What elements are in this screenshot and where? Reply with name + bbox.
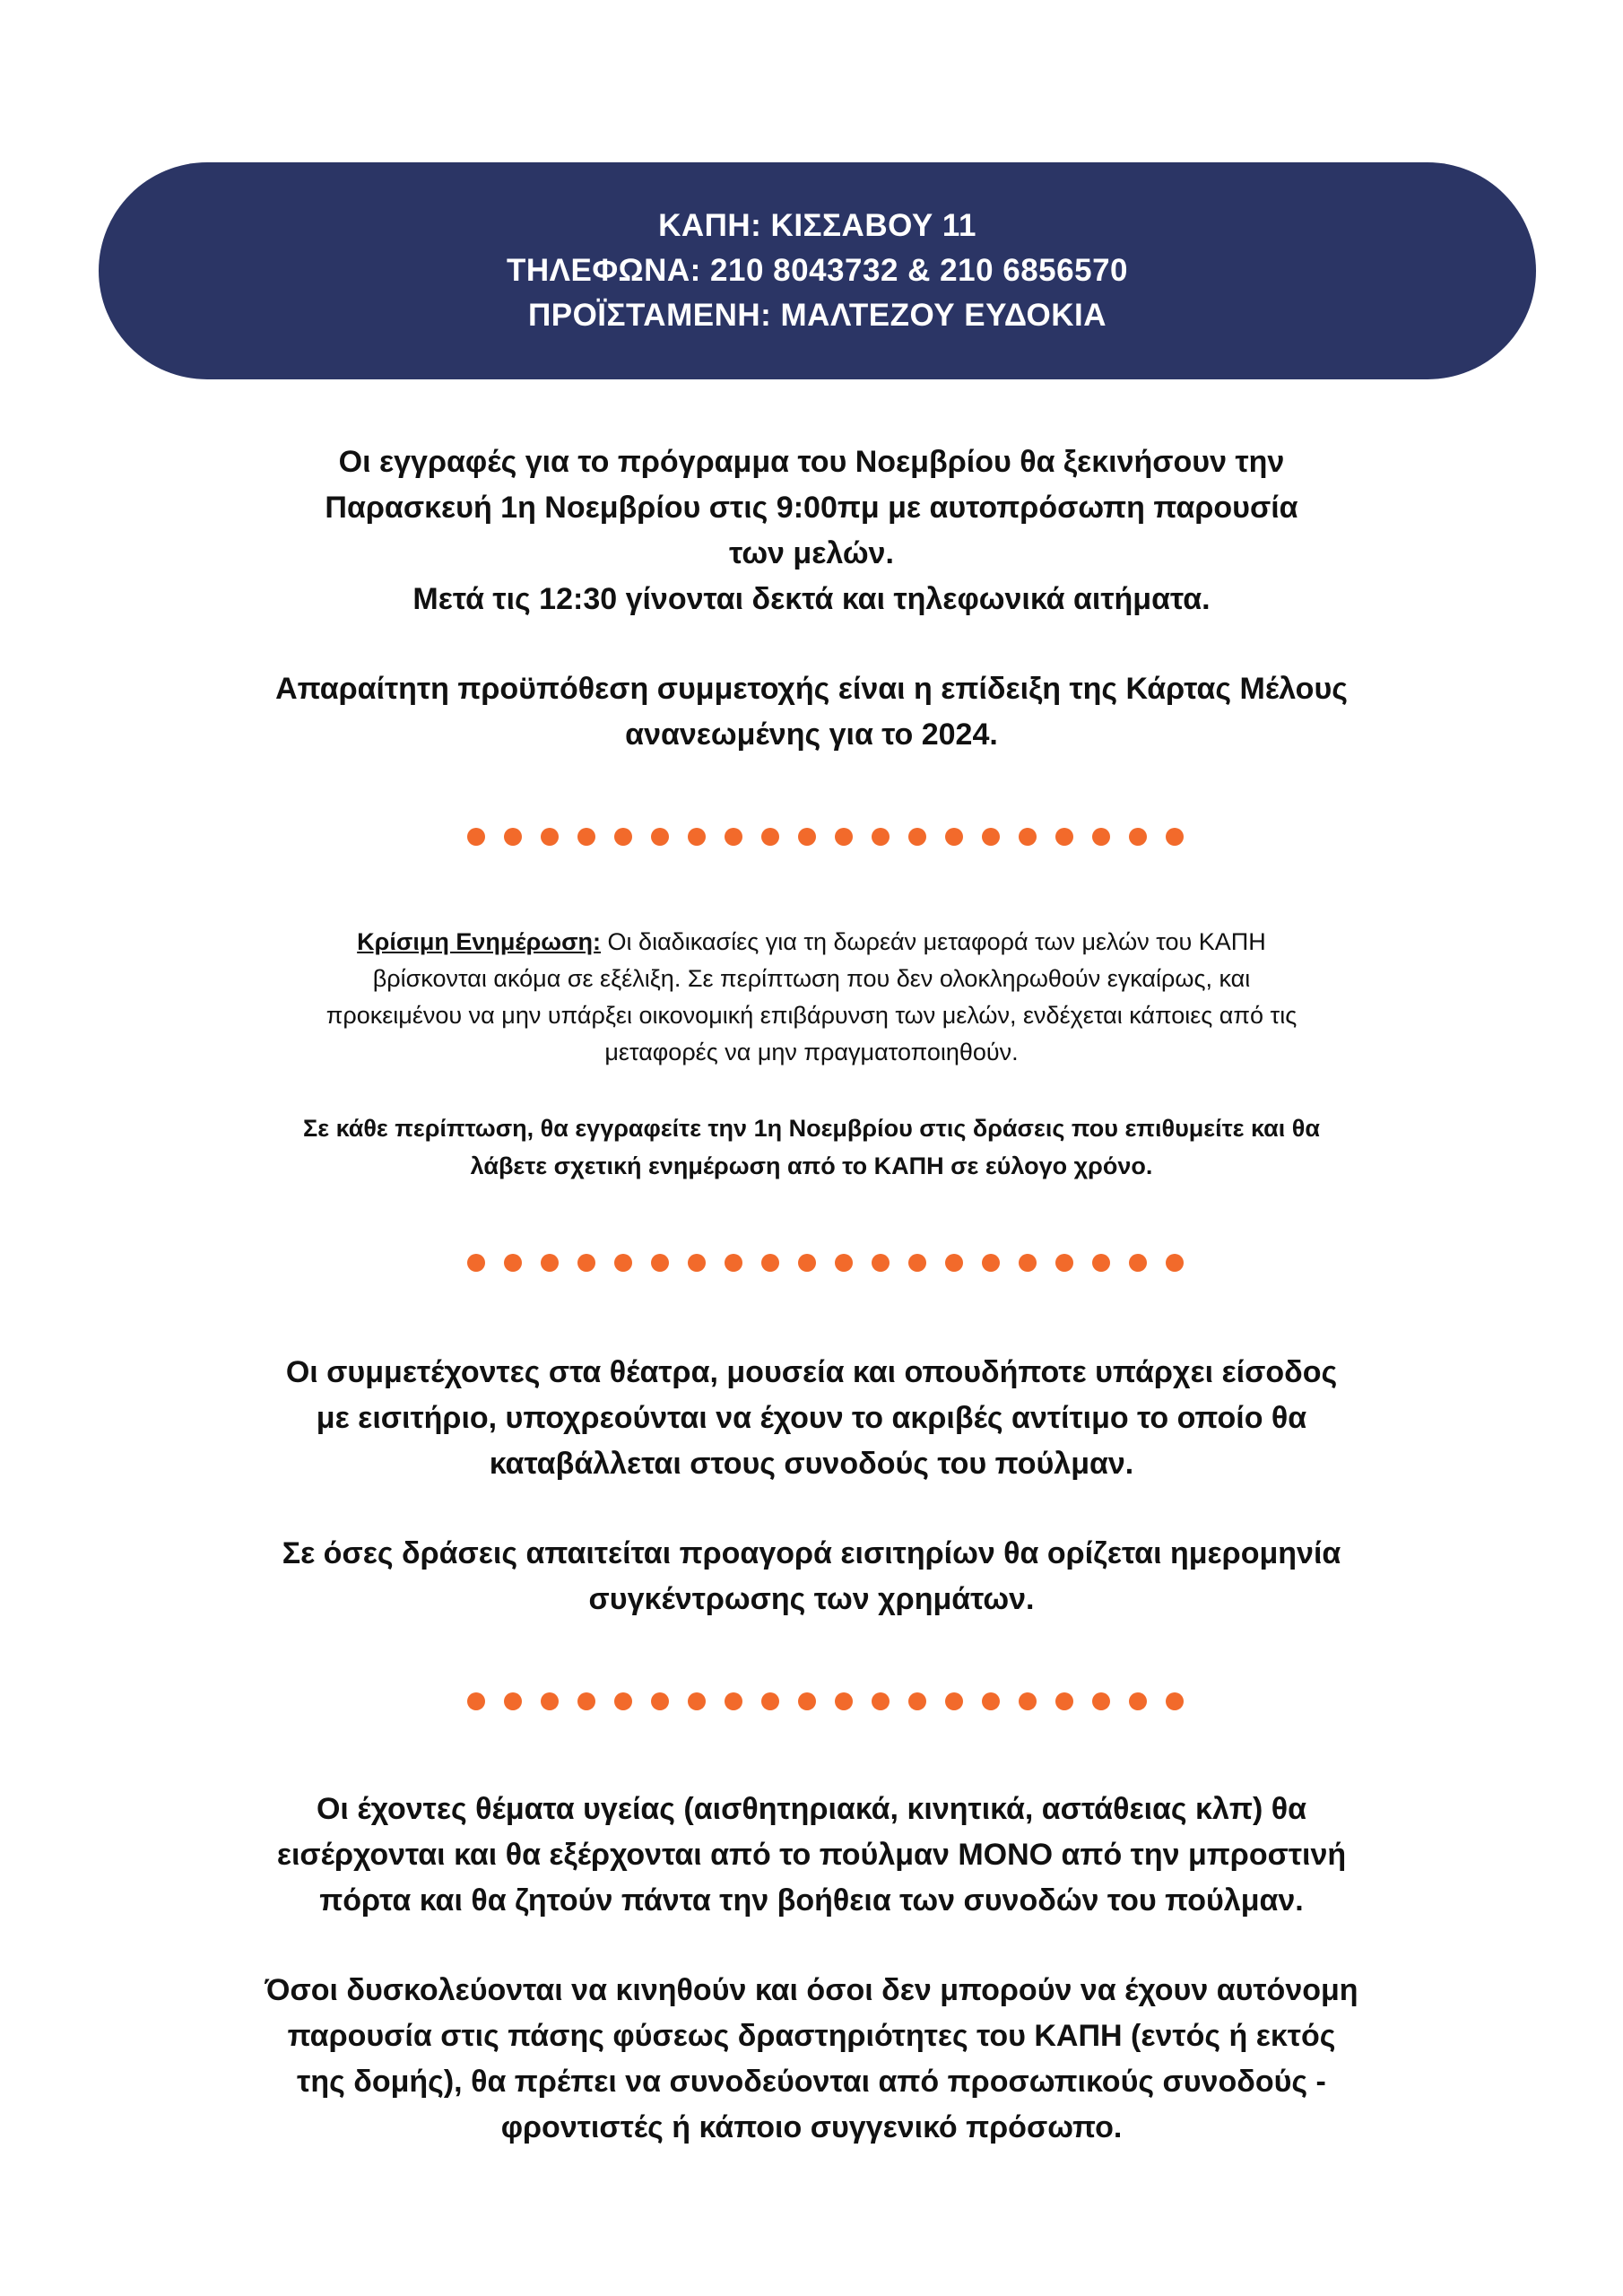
divider-dot: [651, 828, 669, 846]
text-line: εισέρχονται και θα εξέρχονται από το πούλμαν ΜΟΝΟ από την μπροστινή: [276, 1838, 1347, 1872]
divider-dot: [908, 828, 926, 846]
divider-dot: [1166, 828, 1184, 846]
divider-dot: [982, 828, 1000, 846]
divider-dot: [541, 1254, 559, 1272]
text-line: φροντιστές ή κάποιο συγγενικό πρόσωπο.: [500, 2110, 1123, 2144]
divider-dot: [1055, 1254, 1073, 1272]
text-fragment: Οι διαδικασίες για τη δωρεάν μεταφορά των μελών του ΚΑΠΗ: [601, 928, 1266, 955]
text-line: [0, 924, 1623, 961]
text-line: Παρασκευή 1η Νοεμβρίου στις 9:00πμ με αυτοπρόσωπη παρουσία: [325, 491, 1298, 525]
divider-dot: [504, 828, 522, 846]
divider-dot: [1129, 828, 1147, 846]
divider-dot: [945, 1692, 963, 1710]
divider-dot: [1166, 1254, 1184, 1272]
text-line: Σε όσες δράσεις απαιτείται προαγορά εισιτηρίων θα ορίζεται ημερομηνία: [282, 1536, 1341, 1570]
divider-dot: [614, 828, 632, 846]
text-line: Οι εγγραφές για το πρόγραμμα του Νοεμβρίου θα ξεκινήσουν την: [338, 445, 1285, 479]
divider-dot: [1055, 828, 1073, 846]
membership-card-notice: [0, 666, 1623, 758]
divider-dot: [761, 1692, 779, 1710]
divider-dot: [908, 1692, 926, 1710]
divider-dot: [982, 1692, 1000, 1710]
critical-update-label: Κρίσιμη Ενημέρωση:: [357, 928, 602, 955]
dot-divider: [467, 1692, 1184, 1710]
divider-dot: [798, 1254, 816, 1272]
registration-reassurance: [0, 1109, 1623, 1185]
divider-dot: [908, 1254, 926, 1272]
divider-dot: [577, 828, 595, 846]
divider-dot: [467, 1692, 485, 1710]
divider-dot: [872, 828, 890, 846]
text-line: ανανεωμένης για το 2024.: [625, 718, 998, 752]
divider-dot: [614, 1692, 632, 1710]
divider-dot: [577, 1254, 595, 1272]
divider-dot: [688, 828, 706, 846]
header-phones: ΤΗΛΕΦΩΝΑ: 210 8043732 & 210 6856570: [506, 253, 1129, 288]
divider-dot: [504, 1254, 522, 1272]
divider-dot: [467, 828, 485, 846]
divider-dot: [1129, 1692, 1147, 1710]
critical-update: [0, 924, 1623, 1071]
divider-dot: [872, 1692, 890, 1710]
text-line: πόρτα και θα ζητούν πάντα την βοήθεια των συνοδών του πούλμαν.: [319, 1883, 1304, 1918]
health-notice: [0, 1787, 1623, 1924]
divider-dot: [688, 1692, 706, 1710]
text-line: Απαραίτητη προϋπόθεση συμμετοχής είναι η επίδειξη της Κάρτας Μέλους: [275, 672, 1348, 706]
text-line: με εισιτήριο, υποχρεούνται να έχουν το ακριβές αντίτιμο το οποίο θα: [316, 1401, 1307, 1435]
divider-dot: [1055, 1692, 1073, 1710]
divider-dot: [1019, 1692, 1037, 1710]
divider-dot: [504, 1692, 522, 1710]
divider-dot: [614, 1254, 632, 1272]
divider-dot: [945, 1254, 963, 1272]
divider-dot: [1019, 1254, 1037, 1272]
text-line: των μελών.: [729, 536, 894, 570]
text-line: Σε κάθε περίπτωση, θα εγγραφείτε την 1η Νοεμβρίου στις δράσεις που επιθυμείτε και θα: [303, 1115, 1320, 1142]
divider-dot: [798, 1692, 816, 1710]
divider-dot: [1092, 1692, 1110, 1710]
divider-dot: [945, 828, 963, 846]
presale-notice: [0, 1531, 1623, 1622]
divider-dot: [1092, 1254, 1110, 1272]
text-line: Μετά τις 12:30 γίνονται δεκτά και τηλεφωνικά αιτήματα.: [412, 582, 1211, 616]
ticket-payment-notice: [0, 1350, 1623, 1487]
divider-dot: [835, 1254, 853, 1272]
divider-dot: [835, 1692, 853, 1710]
divider-dot: [688, 1254, 706, 1272]
header-address: ΚΑΠΗ: ΚΙΣΣΑΒΟΥ 11: [658, 208, 976, 243]
divider-dot: [761, 828, 779, 846]
divider-dot: [577, 1692, 595, 1710]
divider-dot: [651, 1254, 669, 1272]
divider-dot: [872, 1254, 890, 1272]
divider-dot: [541, 1692, 559, 1710]
divider-dot: [541, 828, 559, 846]
companion-notice: [0, 1968, 1623, 2151]
divider-dot: [651, 1692, 669, 1710]
divider-dot: [725, 1254, 742, 1272]
header-director: ΠΡΟΪΣΤΑΜΕΝΗ: ΜΑΛΤΕΖΟΥ ΕΥΔΟΚΙΑ: [527, 298, 1107, 333]
text-line: της δομής), θα πρέπει να συνοδεύονται από προσωπικούς συνοδούς -: [297, 2065, 1326, 2099]
text-line: Οι συμμετέχοντες στα θέατρα, μουσεία και οπουδήποτε υπάρχει είσοδος: [285, 1355, 1338, 1389]
text-line: συγκέντρωσης των χρημάτων.: [588, 1582, 1035, 1616]
divider-dot: [1166, 1692, 1184, 1710]
registration-notice: [0, 439, 1623, 622]
divider-dot: [798, 828, 816, 846]
contact-header: [99, 162, 1536, 379]
divider-dot: [725, 1692, 742, 1710]
text-line: Οι έχοντες θέματα υγείας (αισθητηριακά, κινητικά, αστάθειας κλπ) θα: [316, 1792, 1307, 1826]
text-line: Όσοι δυσκολεύονται να κινηθούν και όσοι δεν μπορούν να έχουν αυτόνομη: [265, 1973, 1358, 2007]
divider-dot: [1092, 828, 1110, 846]
divider-dot: [982, 1254, 1000, 1272]
divider-dot: [761, 1254, 779, 1272]
text-line: καταβάλλεται στους συνοδούς του πούλμαν.: [489, 1447, 1134, 1481]
text-line: λάβετε σχετική ενημέρωση από το ΚΑΠΗ σε εύλογο χρόνο.: [470, 1152, 1153, 1179]
divider-dot: [725, 828, 742, 846]
divider-dot: [467, 1254, 485, 1272]
divider-dot: [1129, 1254, 1147, 1272]
dot-divider: [467, 828, 1184, 846]
text-line: βρίσκονται ακόμα σε εξέλιξη. Σε περίπτωση που δεν ολοκληρωθούν εγκαίρως, και: [372, 965, 1251, 992]
text-line: προκειμένου να μην υπάρξει οικονομική επιβάρυνση των μελών, ενδέχεται κάποιες από τις: [325, 1002, 1298, 1029]
text-line: παρουσία στις πάσης φύσεως δραστηριότητες του ΚΑΠΗ (εντός ή εκτός: [287, 2019, 1336, 2053]
text-line: μεταφορές να μην πραγματοποιηθούν.: [604, 1039, 1019, 1065]
divider-dot: [835, 828, 853, 846]
dot-divider: [467, 1254, 1184, 1272]
divider-dot: [1019, 828, 1037, 846]
